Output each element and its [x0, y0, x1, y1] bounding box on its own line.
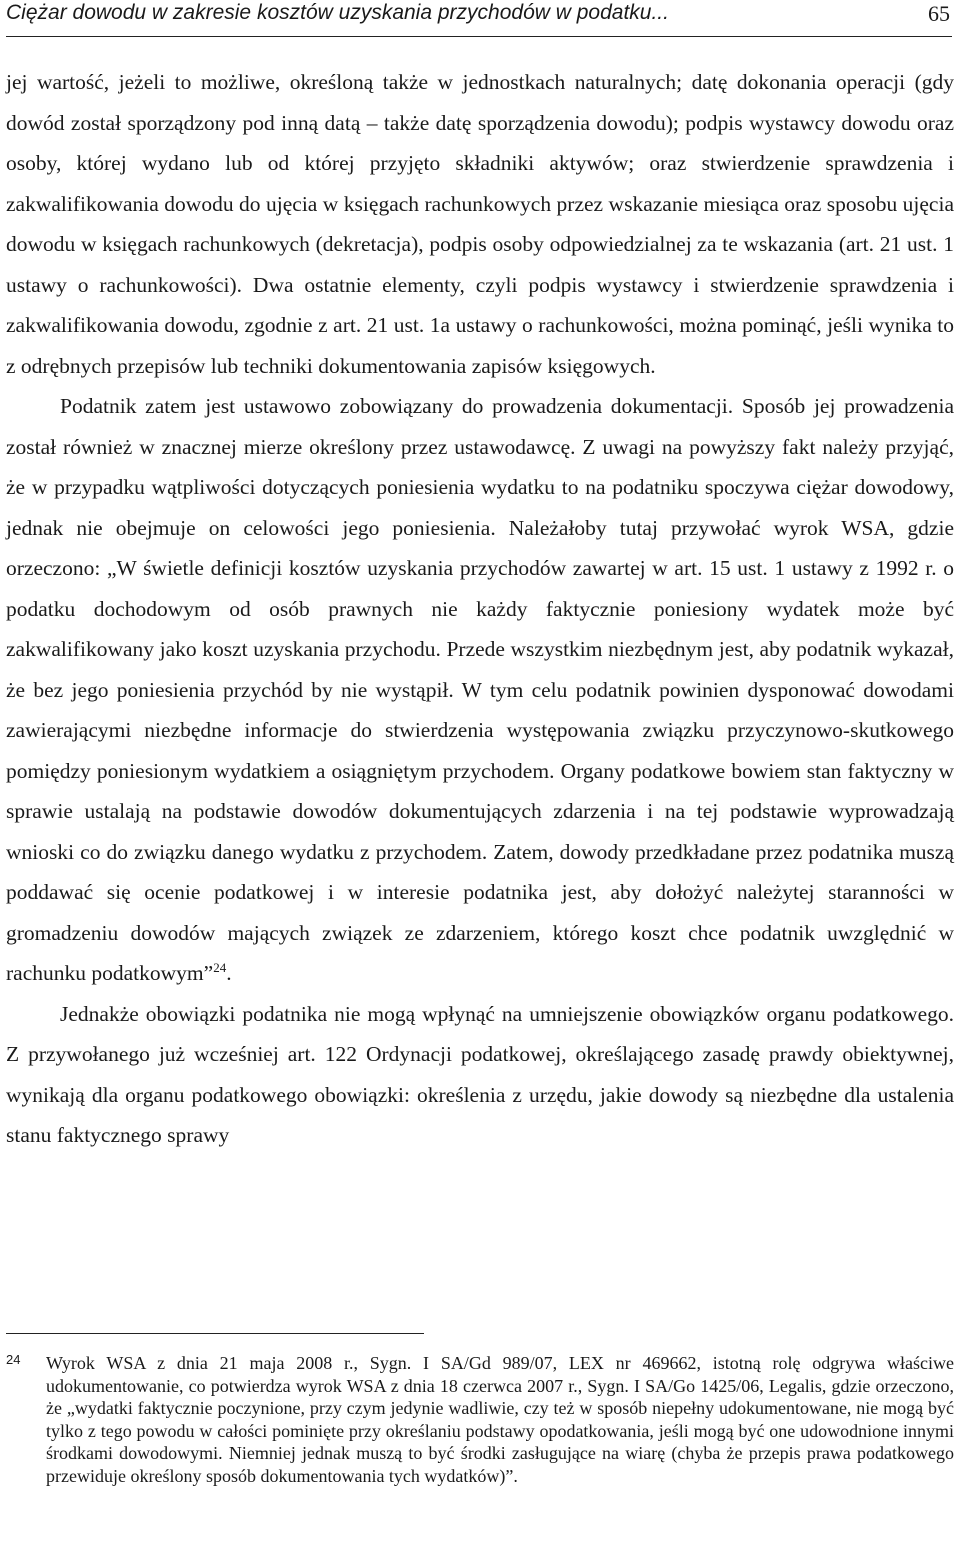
footnote-text: Wyrok WSA z dnia 21 maja 2008 r., Sygn. I SA/Gd 989/07, LEX nr 469662, istotną rolę odgrywa właściwe udokumentowanie, co potwierdza wyrok WSA z dnia 18 czerwca 2007 r., Sygn. I SA/Go 1425/06, Legalis, gdzie orzeczono, że „wydatki faktycznie poczynione, przy czym jedynie wadliwie, czy też w sposób niepełny udokumentowane, nie mogą być tylko z tego powodu w całości pominięte przy określaniu podstawy opodatkowania, jeśli mogą być one udowodnione innymi środkami dowodowymi. Niemniej jednak muszą to być środki zasługujące na wiarę (chyba że przepis prawa podatkowego przewiduje określony sposób dokumentowania tych wydatków)”. [46, 1353, 954, 1486]
page-number: 65 [928, 1, 950, 26]
running-header-title: Ciężar dowodu w zakresie kosztów uzyskania przychodów w podatku... [6, 1, 669, 24]
footnote-reference[interactable]: 24 [213, 959, 227, 975]
footnote-number: 24 [6, 1352, 21, 1367]
running-header [6, 0, 952, 37]
main-text [6, 62, 954, 1156]
paragraph-3: Jednakże obowiązki podatnika nie mogą wpłynąć na umniejszenie obowiązków organu podatkowego. Z przywołanego już wcześniej art. 122 Ordynacji podatkowej, określającego zasadę prawdy obiektywnej, wynikają dla organu podatkowego obowiązki: określenia z urzędu, jakie dowody są niezbędne dla ustalenia stanu faktycznego sprawy [6, 1001, 954, 1147]
footnote-separator [6, 1333, 424, 1334]
paragraph-2-end: . [226, 961, 232, 985]
paragraph-1: jej wartość, jeżeli to możliwe, określoną także w jednostkach naturalnych; datę dokonania operacji (gdy dowód został sporządzony pod inną datą – także datę sporządzenia dowodu); podpis wystawcy dowodu oraz osoby, której wydano lub od której przyjęto składniki aktywów; oraz stwierdzenie sprawdzenia i zakwalifikowania dowodu do ujęcia w księgach rachunkowych przez wskazanie miesiąca oraz sposobu ujęcia dowodu w księgach rachunkowych (dekretacja), podpis osoby odpowiedzialnej za te wskazania (art. 21 ust. 1 ustawy o rachunkowości). Dwa ostatnie elementy, czyli podpis wystawcy i stwierdzenie sprawdzenia i zakwalifikowania dowodu, zgodnie z art. 21 ust. 1a ustawy o rachunkowości, można pominąć, jeśli wynika to z odrębnych przepisów lub techniki dokumentowania zapisów księgowych. [6, 70, 954, 378]
paragraph-2 [6, 386, 954, 994]
paragraph-2-text: Podatnik zatem jest ustawowo zobowiązany do prowadzenia dokumentacji. Sposób jej prowadzenia został również w znacznej mierze określony przez ustawodawcę. Z uwagi na powyższy fakt należy przyjąć, że w przypadku wątpliwości dotyczących poniesienia wydatku to na podatniku spoczywa ciężar dowodowy, jednak nie obejmuje on celowości jego poniesienia. Należałoby tutaj przywołać wyrok WSA, gdzie orzeczono: „W świetle definicji kosztów uzyskania przychodów zawartej w art. 15 ust. 1 ustawy z 1992 r. o podatku dochodowym od osób prawnych nie każdy faktycznie poniesiony wydatek może być zakwalifikowany jako koszt uzyskania przychodu. Przede wszystkim niezbędnym jest, aby podatnik wykazał, że bez jego poniesienia przychód by nie wystąpił. W tym celu podatnik powinien dysponować dowodami zawierającymi niezbędne informacje do stwierdzenia występowania związku przyczynowo-skutkowego pomiędzy poniesionym wydatkiem a osiągniętym przychodem. Organy podatkowe bowiem stan faktyczny w sprawie ustalają na podstawie dowodów dokumentujących zdarzenia i na tej podstawie wyprowadzają wnioski co do związku danego wydatku z przychodem. Zatem, dowody przedkładane przez podatnika muszą poddawać się ocenie podatkowej i w interesie podatnika jest, aby dołożyć należytej staranności w gromadzeniu dowodów mających związek ze zdarzeniem, którego koszt chce podatnik uwzględnić w rachunku podatkowym” [6, 394, 954, 985]
